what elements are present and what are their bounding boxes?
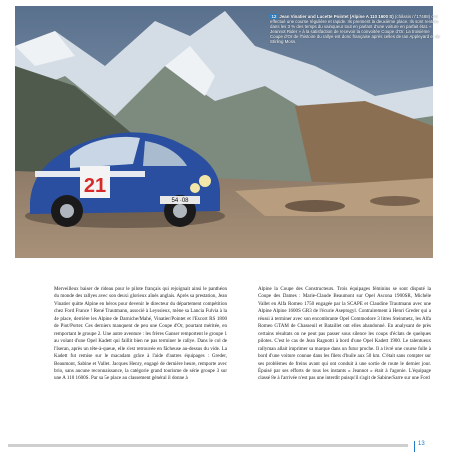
photo-caption [270, 14, 442, 45]
car-number: 21 [83, 175, 107, 197]
footer-tick [414, 441, 415, 452]
footer-stripe [8, 444, 408, 447]
text-column-right: Alpine la Coupe des Constructeurs. Trois équipages féminins se sont disputé la Coupe des Dames : Marie-Claude Beaumont sur Opel Ascona 1900SR, Michèle Vallet en Alfa Romeo 1750 engagée par la SCAPE et Claudine Trautmann avec une Alpine Alpine 1600S GR3 de l'écurie Aseptogyl. Contrairement à Henri Greder qui a réussi à terminer avec son encombrante Opel Commodore 3 litres Steinmetz, les Alfa Romeo GTAM de Chasseuil et Bataillet ont elles abandonné. En analysant de près certains résultats on ne peut pas passer sous silence les coups d'éclats de quelques pilotes. C'est le cas de Jean Ragnotti à bord d'une Opel Kadett 1900. Le talentueux rallyman allait imprimer sa marque dans un futur proche. Il a livré une course folle à bord d'une voiture connue dans les filets d'huile aux 50 km. C'était sans compter sur ses problèmes de freins avant qui ont conduit à une sortie de route le dernier jour. Épuisé par ses efforts de tous les instants « Jeannot » était à l'agonie. L'équipage classé 8e à l'arrivée n'est pas une interdit puisqu'il s'agit de Sabine/Sarre sur une Ford [258, 286, 431, 382]
rally-photo [15, 6, 441, 258]
page-footer [0, 441, 452, 452]
text-column-left: Merveilleux baiser de rideau pour le pilote français qui rejoignait ainsi le panthéon du monde des rallyes avec son deuxi glorieux aînés anglais. Après sa prestation, Jean Vinatier quitte Alpine en héros pour devenir le directeur du département compétition chez Ford France ! René Trautmann, associé à Leyssieux, mène sa Lancia Fulvia à la 4e place, derrière les Alpine de Darniche/Mahé, Vinatier/Pointet et l'Escort RS 1800 de Piot/Porter. Ces derniers manquent de peu une Coupe d'Or, pourtant méritée, en remportant le groupe 2. Une autre aventure : les frères Ganser remportent le groupe 1 au volant d'une Opel Kadett qui faillit bien ne pas terminer le rallye. Dans le col de l'Iseran, après un tête-à-queue, elle s'est retrouvée en fâcheuse au-dessus du vide. La Kadett fut remise sur le macadam grâce à l'aide d'autres équipages : Greder, Beaumont, Sabine et Vallet. Jacques Henry, engagé de dernière heure, remporte avec brio, sans aucune reconnaissance, la catégorie grand tourisme de série groupe 3 sur une A 110 1600S. Par sa 5e place au classement général il donne à [54, 286, 227, 382]
caption-bold: Jean Vinatier and Lucette Pointet (Alpine A 110 1600 S) [279, 14, 394, 19]
caption-number: 12 [271, 14, 277, 19]
license-plate: 54 ·08 [171, 198, 189, 204]
caption-text: (châssis n°17488) ont effectué une course régulière et rapide. Ils prennent la deuxième place. Ils sont rentrés dans les 3 % des temps du vainqueur tout en parlant d'une voiture en parfait état. « Jeannot Rider » à la satisfaction de recevoir la convoitée Coupe d'Or. La troisième Coupe d'Or de l'histoire du rallye est donc française après celles de Ian Appleyard et de Stirling Moss. [270, 14, 441, 45]
page-number: 13 [418, 441, 425, 447]
